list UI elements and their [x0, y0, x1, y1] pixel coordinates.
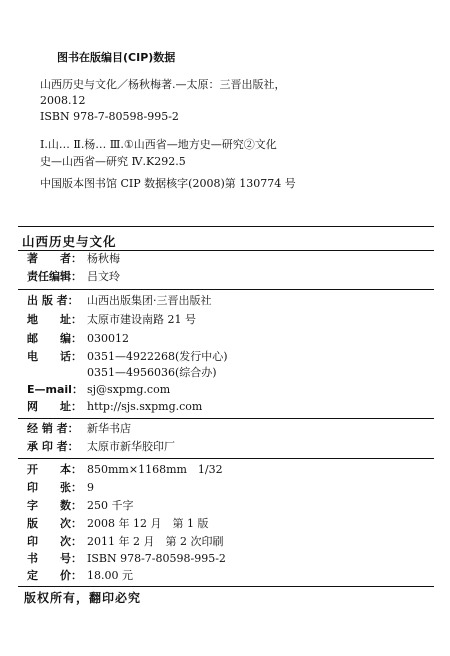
spec-value: 850mm×1168mm 1/32	[87, 463, 223, 476]
divider	[18, 418, 434, 419]
credit-row-editor	[27, 270, 120, 284]
credit-row-author	[27, 252, 120, 266]
cip-line: Ⅰ.山… Ⅱ.杨… Ⅲ.①山西省—地方史—研究②文化	[40, 138, 277, 151]
address-row	[27, 313, 196, 327]
cip-heading: 图书在版编目(CIP)数据	[57, 51, 176, 64]
publisher-row	[27, 294, 212, 308]
cip-line: 史—山西省—研究 Ⅳ.K292.5	[40, 155, 186, 168]
spec-value: 250 千字	[87, 499, 134, 512]
spec-label: 开 本：	[27, 463, 82, 476]
phone-value: 0351—4956036(综合办)	[87, 366, 217, 379]
phone-value: 0351—4922268(发行中心)	[87, 350, 228, 363]
website-row	[27, 400, 202, 414]
email-row	[27, 383, 170, 397]
email-value: sj@sxpmg.com	[87, 383, 171, 396]
spec-label: 定 价：	[27, 569, 82, 582]
divider	[18, 250, 434, 251]
spec-row-isbn	[27, 552, 226, 566]
cip-line: ISBN 978-7-80598-995-2	[40, 110, 179, 123]
spec-value: ISBN 978-7-80598-995-2	[87, 552, 226, 565]
spec-label: 版 次：	[27, 517, 82, 530]
credit-label: 著 者：	[27, 252, 82, 265]
postcode-label: 邮 编：	[27, 332, 82, 345]
cip-line: 2008.12	[40, 94, 86, 107]
spec-label: 字 数：	[27, 499, 82, 512]
publisher-label: 出 版 者：	[27, 294, 79, 307]
spec-value: 9	[87, 481, 94, 494]
cip-line: 中国版本图书馆 CIP 数据核字(2008)第 130774 号	[40, 177, 296, 190]
divider	[18, 586, 434, 587]
distributor-row	[27, 422, 131, 436]
website-label: 网 址：	[27, 400, 82, 413]
spec-value: 2011 年 2 月 第 2 次印刷	[87, 535, 224, 548]
printer-row	[27, 440, 175, 454]
spec-row-wordcount	[27, 499, 134, 513]
address-label: 地 址：	[27, 313, 82, 326]
printer-value: 太原市新华胶印厂	[87, 440, 175, 453]
cip-line: 山西历史与文化／杨秋梅著.—太原：三晋出版社，	[40, 78, 286, 91]
rights-notice: 版权所有，翻印必究	[24, 591, 142, 605]
spec-label: 印 次：	[27, 535, 82, 548]
credit-label: 责任编辑：	[27, 270, 82, 283]
divider	[18, 226, 434, 227]
phone-label: 电 话：	[27, 350, 82, 363]
book-title: 山西历史与文化	[22, 234, 117, 249]
divider	[18, 458, 434, 459]
printer-label: 承 印 者：	[27, 440, 79, 453]
email-label: E—mail：	[27, 383, 83, 396]
spec-value: 2008 年 12 月 第 1 版	[87, 517, 209, 530]
distributor-value: 新华书店	[87, 422, 131, 435]
spec-row-price	[27, 569, 133, 583]
phone-row-2	[27, 366, 217, 380]
credit-value: 杨秋梅	[87, 252, 120, 265]
distributor-label: 经 销 者：	[27, 422, 79, 435]
phone-row	[27, 350, 228, 364]
spec-row-sheets	[27, 481, 94, 495]
publisher-value: 山西出版集团·三晋出版社	[87, 294, 212, 307]
spec-row-printing	[27, 535, 223, 549]
postcode-row	[27, 332, 129, 346]
address-value: 太原市建设南路 21 号	[87, 313, 196, 326]
spec-label: 印 张：	[27, 481, 82, 494]
postcode-value: 030012	[87, 332, 129, 345]
website-value: http://sjs.sxpmg.com	[87, 400, 203, 413]
divider	[18, 289, 434, 290]
spec-value: 18.00 元	[87, 569, 133, 582]
credit-value: 吕文玲	[87, 270, 120, 283]
spec-row-format	[27, 463, 223, 477]
spec-label: 书 号：	[27, 552, 82, 565]
spec-row-edition	[27, 517, 208, 531]
